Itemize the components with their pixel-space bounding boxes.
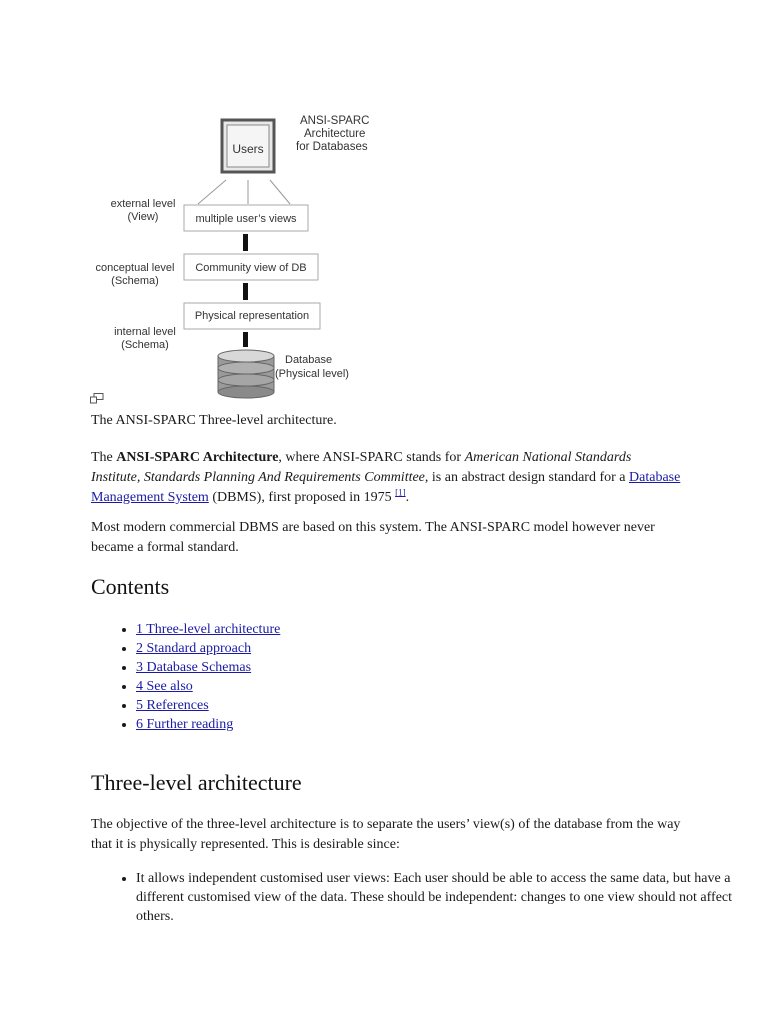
intro-text: . (405, 490, 410, 505)
toc-item (136, 677, 280, 696)
objective-paragraph: The objective of the three-level architecture is to separate the users’ view(s) of the database from the way that it is physically represented. This is desirable since: (91, 817, 681, 852)
toc-link-three-level[interactable]: 1 Three-level architecture (136, 622, 281, 637)
modern-dbms-paragraph: Most modern commercial DBMS are based on this system. The ANSI-SPARC model however never became a formal standard. (91, 520, 655, 555)
conceptual-level-label: conceptual level (95, 262, 175, 274)
toc-link-references[interactable]: 5 References (136, 698, 209, 713)
enlarge-icon[interactable] (90, 393, 104, 404)
external-level-sublabel: (View) (127, 211, 159, 223)
intro-bold-term: ANSI-SPARC Architecture (116, 450, 279, 465)
database-label: Database (285, 354, 333, 366)
database-sublabel: (Physical level) (275, 368, 349, 380)
toc-item (136, 715, 280, 734)
external-level-label: external level (110, 198, 176, 210)
toc-link-database-schemas[interactable]: 3 Database Schemas (136, 660, 252, 675)
intro-text: The (91, 450, 117, 465)
conceptual-level-box-label: Community view of DB (195, 262, 307, 274)
table-of-contents (91, 620, 280, 734)
user-line-left (198, 180, 226, 204)
intro-paragraph (91, 448, 681, 508)
internal-level-sublabel: (Schema) (121, 339, 169, 351)
external-level-box-label: multiple user’s views (195, 213, 297, 225)
intro-text: , is an abstract design standard for a (424, 470, 630, 485)
conceptual-level-sublabel: (Schema) (111, 275, 159, 287)
benefits-list (91, 869, 736, 926)
figure-title-line3: for Databases (296, 141, 368, 153)
dbms-link[interactable]: Database Management System (91, 470, 681, 505)
internal-level-label: internal level (114, 326, 176, 338)
toc-item (136, 658, 280, 677)
database-icon (218, 350, 274, 398)
toc-link-standard-approach[interactable]: 2 Standard approach (136, 641, 252, 656)
reference-link[interactable]: [1] (395, 487, 406, 498)
physical-box-label: Physical representation (194, 310, 310, 322)
figure-title-line2: Architecture (304, 128, 366, 140)
list-item: • It allows independent customised user views: Each user should be able to access the same data, but have a different customised view of the data. These should be independent: changes to one view should not affect others. (136, 869, 736, 926)
user-line-right (270, 180, 290, 204)
ansi-sparc-diagram (86, 108, 378, 400)
toc-item (136, 620, 280, 639)
intro-italic-expansion: American National Standards Institute, Standards Planning And Requirements Committee (91, 450, 632, 485)
toc-item (136, 696, 280, 715)
toc-item (136, 639, 280, 658)
connector-1 (243, 234, 248, 251)
toc-link-see-also[interactable]: 4 See also (136, 679, 193, 694)
toc-link-further-reading[interactable]: 6 Further reading (136, 717, 234, 732)
connector-2 (243, 283, 248, 300)
intro-text: (DBMS), first proposed in 1975 (208, 490, 396, 505)
section-heading-three-level: Three-level architecture (91, 770, 302, 795)
figure-caption: The ANSI-SPARC Three-level architecture. (91, 413, 337, 428)
intro-text: , where ANSI-SPARC stands for (278, 450, 465, 465)
figure-title-line1: ANSI-SPARC (300, 115, 370, 127)
contents-heading: Contents (91, 574, 170, 599)
connector-3 (243, 332, 248, 347)
users-label: Users (232, 142, 264, 156)
